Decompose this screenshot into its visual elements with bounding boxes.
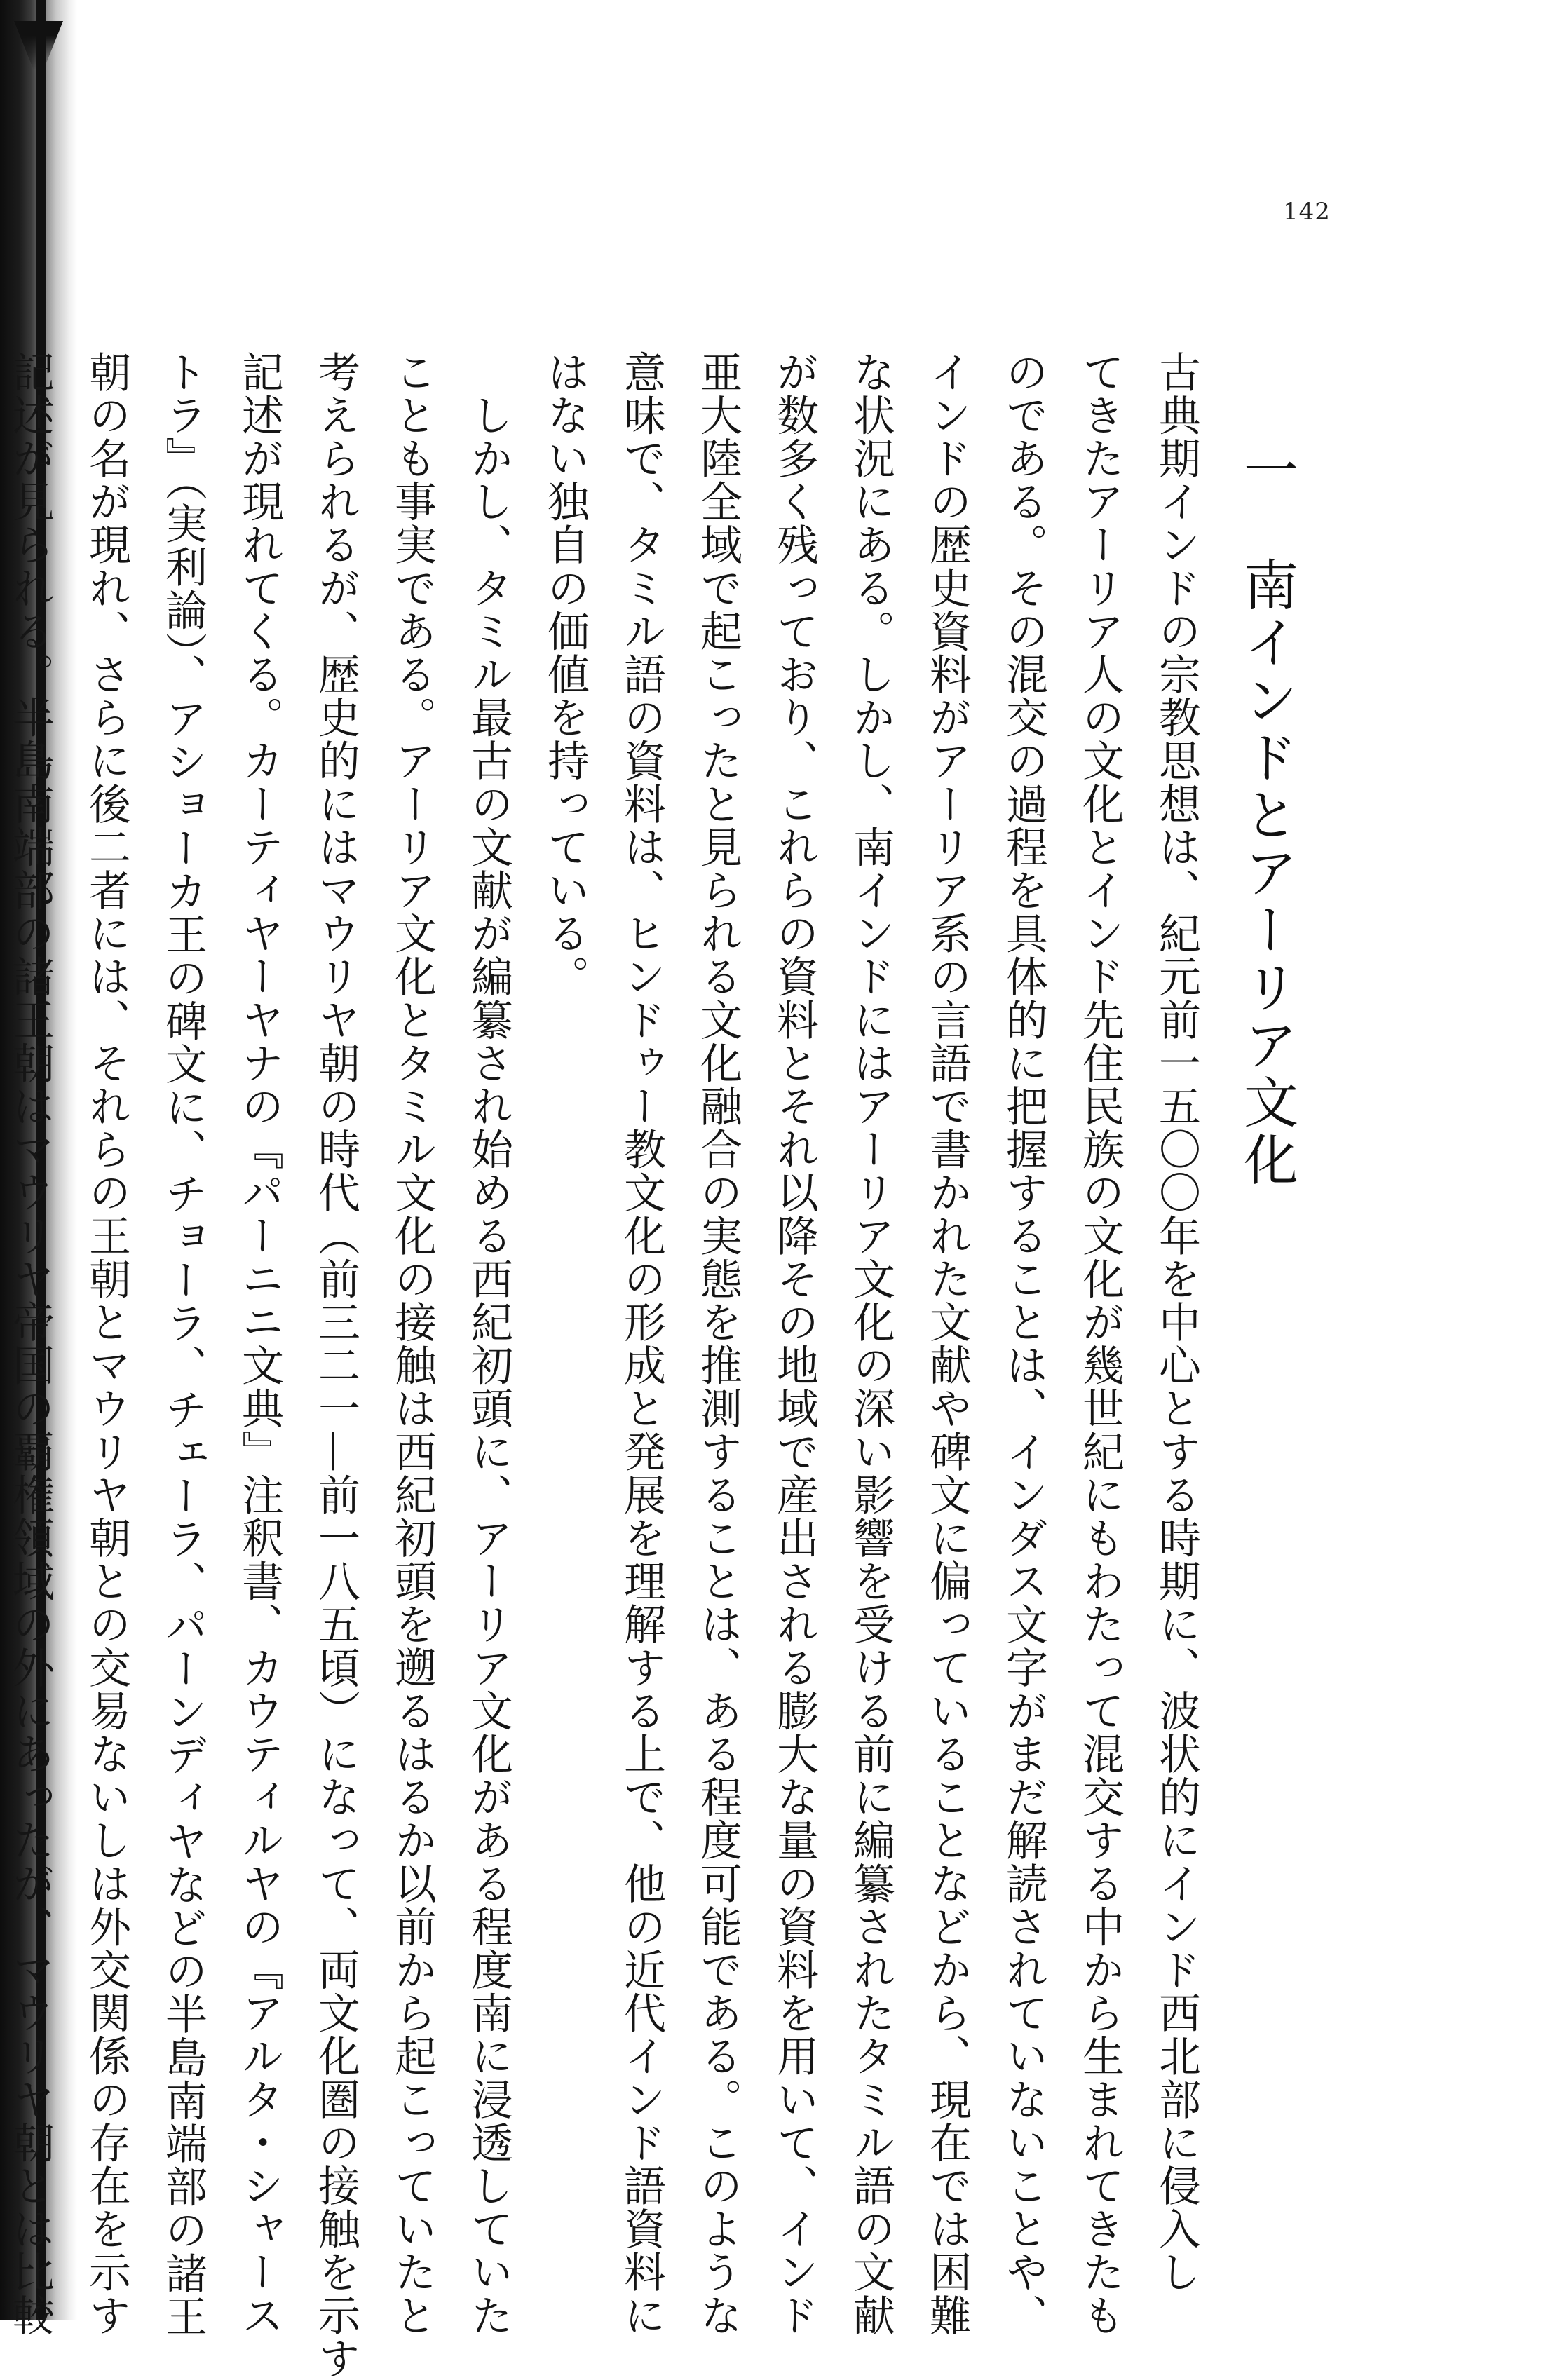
text-column: インドの歴史資料がアーリア系の言語で書かれた文献や碑文に偏っていることなどから、現在では困難 — [923, 351, 972, 2337]
text-column: のである。その混交の過程を具体的に把握することは、インダス文字がまだ解読されていないことや、 — [999, 351, 1048, 2337]
text-column: 古典期インドの宗教思想は、紀元前一五〇〇年を中心とする時期に、波状的にインド西北部に侵入し — [1152, 351, 1201, 2294]
text-column: ことも事実である。アーリア文化とタミル文化の接触は西紀初頭を遡るはるか以前から起こっていたと — [388, 351, 437, 2337]
text-column: 亜大陸全域で起こったと見られる文化融合の実態を推測することは、ある程度可能である。このような — [693, 351, 742, 2337]
text-column: てきたアーリア人の文化とインド先住民族の文化が幾世紀にもわたって混交する中から生まれてきたも — [1075, 351, 1125, 2337]
chapter-title: 一 南インドとアーリア文化 — [1235, 442, 1298, 1189]
text-column: 朝の名が現れ、さらに後二者には、それらの王朝とマウリヤ朝との交易ないしは外交関係の存在を示す — [82, 351, 131, 2337]
text-column: 記述が現れてくる。カーティヤーヤナの『パーニニ文典』注釈書、カウティルヤの『アルタ・シャース — [235, 351, 284, 2337]
body-text — [6, 351, 1214, 2380]
text-column: しかし、タミル最古の文献が編纂され始める西紀初頭に、アーリア文化がある程度南に浸透していた — [464, 351, 513, 2337]
text-column: 記述が見られる。半島南端部の諸王朝はマウリヤ帝国の覇権領域の外にあったが、マウリヤ朝とは比較 — [6, 351, 55, 2337]
page-number: 142 — [1283, 198, 1331, 226]
text-column: 意味で、タミル語の資料は、ヒンドゥー教文化の形成と発展を理解する上で、他の近代インド語資料に — [617, 351, 666, 2337]
text-column: はない独自の価値を持っている。 — [541, 351, 590, 998]
text-column: 考えられるが、歴史的にはマウリヤ朝の時代（前三二一—前一八五頃）になって、両文化圏の接触を示す — [311, 351, 360, 2380]
text-column: が数多く残っており、これらの資料とそれ以降その地域で産出される膨大な量の資料を用いて、インド — [770, 351, 819, 2337]
text-column: トラ』（実利論）、アショーカ王の碑文に、チョーラ、チェーラ、パーンディヤなどの半島南端部の諸王 — [158, 351, 208, 2339]
text-column: な状況にある。しかし、南インドにはアーリア文化の深い影響を受ける前に編纂されたタミル語の文献 — [846, 351, 895, 2337]
